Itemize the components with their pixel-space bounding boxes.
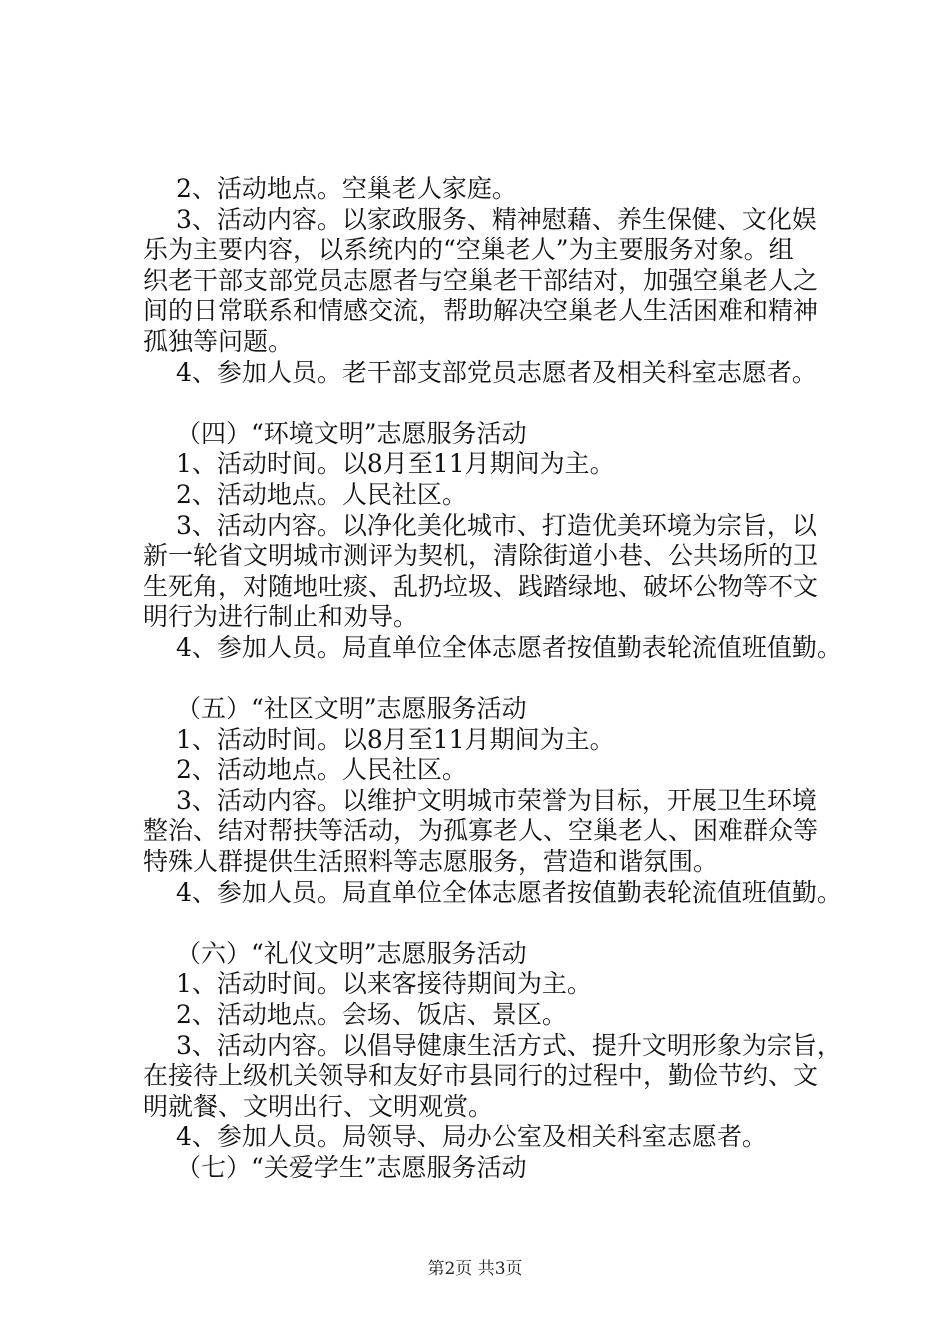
document-body [143, 174, 855, 1184]
paragraph-line: 整治、结对帮扶等活动，为孤寡老人、空巢老人、困难群众等 [143, 816, 819, 846]
paragraph-line: 生死角，对随地吐痰、乱扔垃圾、践踏绿地、破坏公物等不文 [143, 571, 819, 601]
paragraph-line: 明就餐、文明出行、文明观赏。 [143, 1091, 494, 1121]
page-number: 第2页 共3页 [427, 1259, 523, 1279]
paragraph-line: 3、活动内容。以净化美化城市、打造优美环境为宗旨，以 [176, 510, 817, 540]
paragraph-line: 乐为主要内容，以系统内的“空巢老人”为主要服务对象。组 [143, 235, 794, 265]
paragraph-line: 4、参加人员。局直单位全体志愿者按值勤表轮流值班值勤。 [176, 632, 842, 662]
paragraph-line: 3、活动内容。以家政服务、精神慰藉、养生保健、文化娱 [176, 204, 817, 234]
section-heading: （四）“环境文明”志愿服务活动 [176, 418, 527, 448]
paragraph-line: 间的日常联系和情感交流，帮助解决空巢老人生活困难和精神 [143, 296, 819, 326]
paragraph-line: 2、活动地点。人民社区。 [176, 755, 467, 785]
paragraph-line: 新一轮省文明城市测评为契机，清除街道小巷、公共场所的卫 [143, 541, 819, 571]
paragraph-line: 4、参加人员。局直单位全体志愿者按值勤表轮流值班值勤。 [176, 877, 842, 907]
paragraph-line: 1、活动时间。以8月至11月期间为主。 [176, 724, 615, 754]
section-spacer [143, 388, 855, 419]
section-spacer [143, 908, 855, 939]
paragraph-line: 3、活动内容。以维护文明城市荣誉为目标，开展卫生环境 [176, 785, 817, 815]
paragraph-line: 2、活动地点。人民社区。 [176, 479, 467, 509]
paragraph-line: 特殊人群提供生活照料等志愿服务，营造和谐氛围。 [143, 847, 719, 877]
paragraph-line: 2、活动地点。空巢老人家庭。 [176, 174, 517, 203]
paragraph-line: 1、活动时间。以8月至11月期间为主。 [176, 449, 615, 479]
paragraph-line: 1、活动时间。以来客接待期间为主。 [176, 969, 592, 999]
paragraph-line: 3、活动内容。以倡导健康生活方式、提升文明形象为宗旨， [176, 1030, 842, 1060]
section-heading: （七）“关爱学生”志愿服务活动 [176, 1153, 527, 1182]
paragraph-line: 孤独等问题。 [143, 326, 294, 356]
paragraph-line: 4、参加人员。老干部支部党员志愿者及相关科室志愿者。 [176, 357, 817, 387]
paragraph-line: 4、参加人员。局领导、局办公室及相关科室志愿者。 [176, 1122, 767, 1152]
section-heading: （六）“礼仪文明”志愿服务活动 [176, 938, 527, 968]
paragraph-line: 在接待上级机关领导和友好市县同行的过程中，勤俭节约、文 [143, 1061, 819, 1091]
paragraph-line: 2、活动地点。会场、饭店、景区。 [176, 1000, 567, 1030]
paragraph-line: 明行为进行制止和劝导。 [143, 602, 419, 632]
section-heading: （五）“社区文明”志愿服务活动 [176, 694, 527, 724]
section-spacer [143, 664, 855, 695]
paragraph-line: 织老干部支部党员志愿者与空巢老干部结对，加强空巢老人之 [143, 265, 819, 295]
